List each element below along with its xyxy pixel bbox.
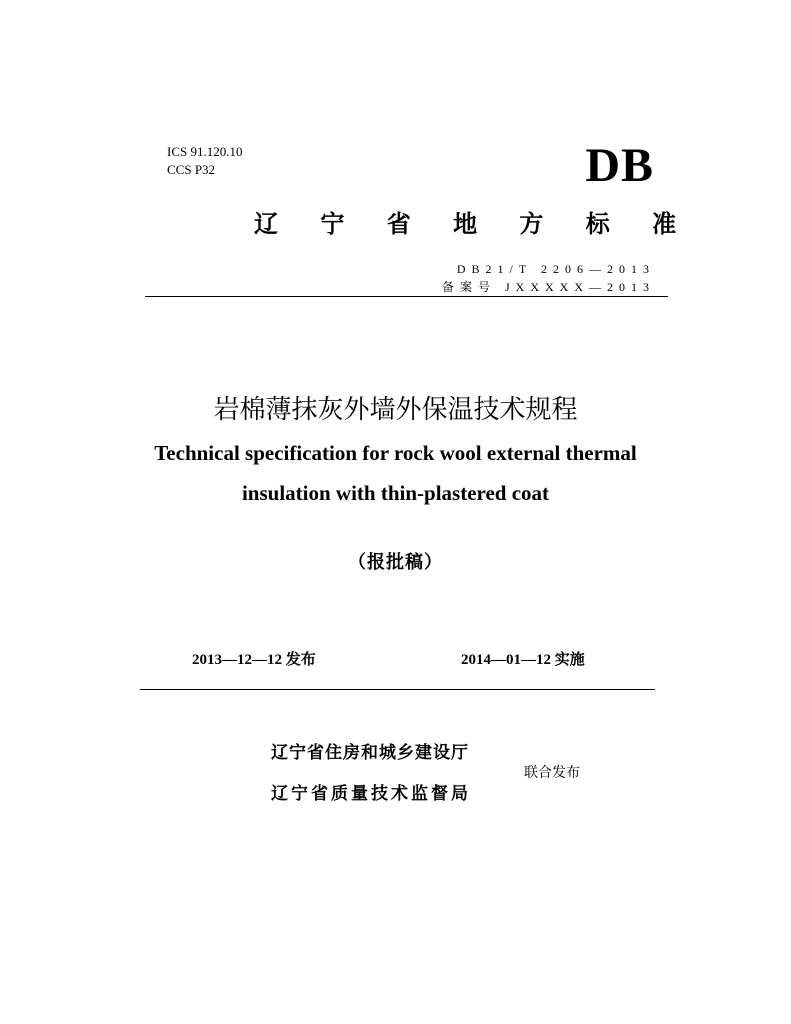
english-title-line-1: Technical specification for rock wool external thermal: [154, 441, 637, 465]
record-number: 备案号 JXXXXX—2013: [441, 280, 655, 294]
classification-codes: [167, 143, 242, 179]
issuer-quality-bureau: 辽宁省质量技术监督局: [271, 784, 471, 804]
implementation-date: 2014—01—12 实施: [461, 652, 585, 668]
bottom-divider: [140, 689, 655, 690]
document-title-chinese: 岩棉薄抹灰外墙外保温技术规程: [213, 395, 578, 425]
standard-number: DB21/T 2206—2013: [456, 262, 655, 276]
standard-numbers: [442, 261, 655, 297]
joint-release-label: 联合发布: [524, 765, 580, 781]
ics-code: ICS 91.120.10: [167, 144, 243, 159]
english-title-line-2: insulation with thin-plastered coat: [241, 481, 550, 505]
top-divider: [145, 296, 668, 297]
db-mark: DB: [585, 139, 654, 192]
issue-date: 2013—12—12 发布: [192, 652, 316, 668]
document-title-english: [0, 433, 791, 513]
draft-status: （报批稿）: [348, 552, 443, 573]
ccs-code: CCS P32: [167, 162, 216, 177]
issuer-housing-department: 辽宁省住房和城乡建设厅: [271, 743, 469, 763]
standard-type-title: 辽 宁 省 地 方 标 准: [254, 210, 694, 238]
